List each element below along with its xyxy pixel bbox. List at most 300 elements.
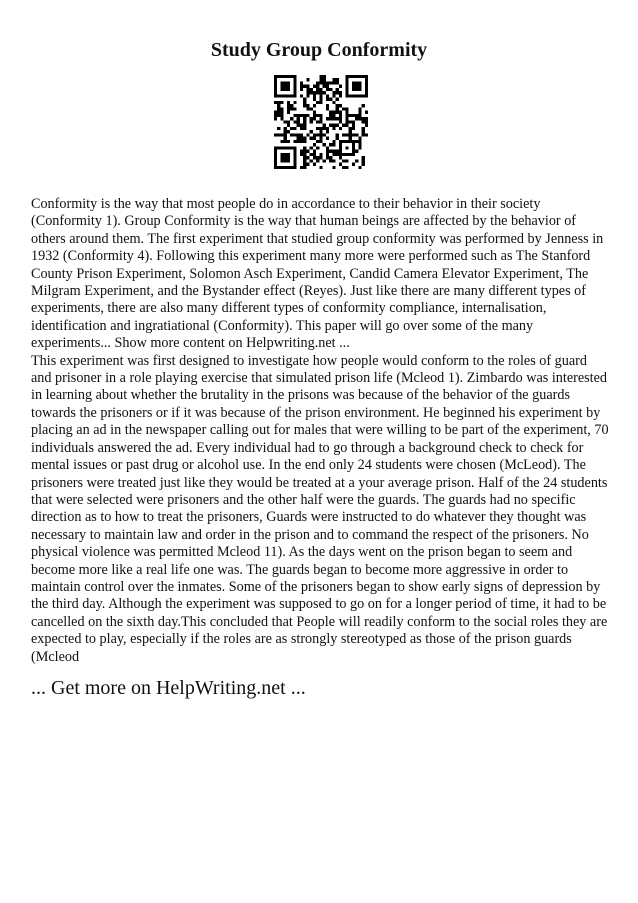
qr-module [332,117,335,120]
qr-module [316,85,319,88]
qr-module [290,104,293,107]
qr-module [319,153,322,156]
qr-module [365,117,368,120]
qr-module [274,88,277,91]
qr-module [345,114,348,117]
qr-module [355,85,358,88]
qr-module [355,88,358,91]
qr-module [303,163,306,166]
qr-module [358,111,361,114]
qr-module [316,120,319,123]
qr-module [274,153,277,156]
qr-module [339,163,342,166]
qr-module [323,124,326,127]
qr-module [362,130,365,133]
qr-module [339,150,342,153]
qr-module [293,81,296,84]
qr-module [293,114,296,117]
qr-module [303,159,306,162]
qr-module [293,78,296,81]
qr-module [303,114,306,117]
qr-module [345,159,348,162]
qr-module [287,156,290,159]
qr-module [284,130,287,133]
qr-module [303,98,306,101]
qr-module [345,81,348,84]
qr-module [313,98,316,101]
qr-module [319,130,322,133]
paragraph-1: Conformity is the way that most people do in accordance to their behavior in their society (Conformity 1). Group Conformity is the way that human beings are affected by the behavior of others around them. The first experiment that studied group conformity was performed by Jenness in 1932 (Conformity 4). Following this experiment many more were performed such as The Stanford County Prison Experiment, Solomon Asch Experiment, Candid Camera Elevator Experiment, The Milgram Experiment, and the Bystander effect (Reyes). Just like there are many different types of experiments, there are also many different types of conformity compliance, internalisation, identification and ingratiational (Conformity). This paper will go over some of the many experiments... Show more content on Helpwriting.net ... [31,196,604,352]
qr-module [287,88,290,91]
qr-module [365,91,368,94]
qr-module [345,91,348,94]
qr-module [293,107,296,110]
qr-module [293,127,296,130]
qr-module [365,78,368,81]
qr-module [319,127,322,130]
qr-module [326,117,329,120]
qr-module [319,94,322,97]
qr-module [287,107,290,110]
qr-module [287,130,290,133]
qr-module [342,153,345,156]
qr-module [316,101,319,104]
qr-module [358,137,361,140]
qr-module [326,107,329,110]
qr-module [332,140,335,143]
qr-module [332,111,335,114]
qr-module [280,81,283,84]
qr-module [323,85,326,88]
qr-module [274,91,277,94]
qr-module [293,159,296,162]
qr-module [316,127,319,130]
qr-module [313,163,316,166]
qr-module [274,101,277,104]
qr-module [358,94,361,97]
qr-module [323,159,326,162]
qr-module [277,111,280,114]
qr-module [362,94,365,97]
qr-module [352,120,355,123]
qr-module [319,137,322,140]
qr-module [342,124,345,127]
qr-module [362,75,365,78]
qr-module [345,153,348,156]
qr-module [284,133,287,136]
qr-module [316,133,319,136]
qr-module [365,111,368,114]
qr-module [332,153,335,156]
qr-module [332,101,335,104]
qr-module [355,150,358,153]
get-more-link[interactable]: ... Get more on HelpWriting.net ... [31,677,306,699]
qr-module [326,94,329,97]
qr-module [287,140,290,143]
qr-module [316,156,319,159]
qr-module [313,150,316,153]
qr-module [362,120,365,123]
qr-module [339,111,342,114]
qr-module [358,114,361,117]
qr-module [365,124,368,127]
qr-module [332,143,335,146]
qr-module [277,75,280,78]
qr-module [319,88,322,91]
qr-module [293,166,296,169]
qr-module [316,81,319,84]
qr-module [349,114,352,117]
qr-module [326,81,329,84]
qr-module [280,156,283,159]
qr-module [316,88,319,91]
qr-module [306,104,309,107]
qr-module [277,104,280,107]
qr-module [284,88,287,91]
qr-module [349,137,352,140]
qr-module [329,150,332,153]
qr-module [284,137,287,140]
qr-module [336,150,339,153]
qr-module [362,163,365,166]
qr-module [329,114,332,117]
qr-module [310,117,313,120]
qr-module [336,91,339,94]
qr-module [297,120,300,123]
qr-module [358,88,361,91]
qr-module [303,140,306,143]
qr-module [310,146,313,149]
qr-module [316,146,319,149]
qr-module [306,163,309,166]
qr-module [319,166,322,169]
qr-module [280,85,283,88]
qr-module [277,146,280,149]
qr-module [332,78,335,81]
qr-module [306,88,309,91]
qr-module [280,111,283,114]
qr-module [303,120,306,123]
qr-module [300,137,303,140]
qr-module [277,133,280,136]
qr-module [329,159,332,162]
qr-module [332,124,335,127]
qr-module [297,137,300,140]
qr-module [339,94,342,97]
qr-module [280,101,283,104]
qr-module [323,75,326,78]
qr-module [345,75,348,78]
qr-module [365,120,368,123]
qr-module [336,88,339,91]
qr-module [326,127,329,130]
qr-module [352,146,355,149]
qr-module [293,153,296,156]
qr-module [349,130,352,133]
qr-module [326,104,329,107]
qr-module [280,114,283,117]
qr-module [287,153,290,156]
qr-module [303,85,306,88]
qr-module [293,146,296,149]
qr-module [362,133,365,136]
qr-module [287,81,290,84]
qr-module [332,150,335,153]
qr-module [300,133,303,136]
qr-module [365,81,368,84]
qr-module [365,94,368,97]
qr-module [345,94,348,97]
qr-module [358,85,361,88]
qr-module [362,159,365,162]
qr-module [293,133,296,136]
qr-module [284,153,287,156]
qr-module [313,156,316,159]
qr-module [300,88,303,91]
qr-module [323,143,326,146]
qr-module [319,91,322,94]
qr-module [313,137,316,140]
qr-module [274,111,277,114]
qr-module [329,81,332,84]
qr-module [352,150,355,153]
qr-module [306,156,309,159]
qr-module [323,78,326,81]
qr-module [287,104,290,107]
qr-module [280,133,283,136]
qr-module [365,88,368,91]
qr-module [300,153,303,156]
qr-module [274,78,277,81]
qr-module [287,146,290,149]
qr-module [310,130,313,133]
qr-module [310,153,313,156]
qr-module [303,153,306,156]
qr-module [349,120,352,123]
qr-module [300,127,303,130]
qr-module [310,91,313,94]
qr-module [339,104,342,107]
qr-module [345,107,348,110]
qr-module [303,146,306,149]
qr-module [345,111,348,114]
qr-module [277,94,280,97]
qr-module [323,91,326,94]
qr-code-icon [274,75,368,169]
qr-module [349,127,352,130]
qr-module [284,140,287,143]
qr-module [319,156,322,159]
qr-module [355,117,358,120]
page-title: Study Group Conformity [210,39,428,61]
qr-module [332,166,335,169]
qr-module [352,124,355,127]
qr-module [358,166,361,169]
qr-module [326,85,329,88]
qr-module [293,156,296,159]
qr-module [319,81,322,84]
qr-module [303,150,306,153]
qr-module [345,140,348,143]
qr-module [293,85,296,88]
qr-module [313,133,316,136]
qr-module [284,127,287,130]
qr-module [300,85,303,88]
qr-module [349,133,352,136]
qr-module [355,140,358,143]
body-text [31,196,609,666]
qr-module [284,94,287,97]
qr-module [303,156,306,159]
qr-module [280,94,283,97]
qr-module [352,163,355,166]
qr-module [284,120,287,123]
qr-module [293,120,296,123]
qr-module [339,85,342,88]
qr-module [310,120,313,123]
qr-module [352,127,355,130]
qr-module [352,81,355,84]
qr-module [290,166,293,169]
qr-module [306,78,309,81]
qr-module [345,85,348,88]
qr-module [336,153,339,156]
qr-module [326,150,329,153]
qr-module [293,88,296,91]
qr-module [300,140,303,143]
qr-module [319,75,322,78]
qr-module [339,91,342,94]
qr-module [300,81,303,84]
qr-module [355,159,358,162]
qr-module [336,117,339,120]
qr-module [336,124,339,127]
qr-module [300,94,303,97]
qr-module [345,117,348,120]
qr-module [306,85,309,88]
qr-module [287,120,290,123]
qr-module [287,124,290,127]
qr-module [306,150,309,153]
qr-module [306,114,309,117]
qr-module [326,153,329,156]
qr-module [336,111,339,114]
qr-module [293,163,296,166]
qr-module [277,107,280,110]
qr-module [316,91,319,94]
qr-module [303,104,306,107]
qr-module [316,159,319,162]
qr-module [352,75,355,78]
qr-module [358,146,361,149]
qr-module [342,159,345,162]
qr-module [332,114,335,117]
qr-module [310,107,313,110]
qr-module [316,140,319,143]
qr-module [336,133,339,136]
qr-module [313,85,316,88]
qr-module [280,107,283,110]
qr-module [293,150,296,153]
qr-module [345,166,348,169]
qr-module [293,140,296,143]
qr-module [300,114,303,117]
qr-module [339,146,342,149]
qr-module [336,104,339,107]
qr-module [349,153,352,156]
qr-module [277,166,280,169]
qr-module [326,88,329,91]
qr-module [313,117,316,120]
qr-module [277,127,280,130]
qr-module [280,88,283,91]
qr-module [339,143,342,146]
qr-module [293,101,296,104]
qr-module [280,75,283,78]
qr-module [277,114,280,117]
qr-module [332,127,335,130]
qr-module [362,127,365,130]
qr-module [326,98,329,101]
qr-module [339,140,342,143]
qr-module [319,120,322,123]
qr-module [329,124,332,127]
qr-module [332,81,335,84]
qr-module [336,78,339,81]
qr-module [342,166,345,169]
qr-module [274,117,277,120]
qr-module [342,133,345,136]
qr-module [284,166,287,169]
qr-module [336,137,339,140]
qr-module [303,137,306,140]
qr-module [349,94,352,97]
qr-module [329,98,332,101]
qr-module [274,150,277,153]
qr-module [287,85,290,88]
qr-module [313,153,316,156]
qr-module [358,140,361,143]
qr-module [349,140,352,143]
qr-module [362,104,365,107]
qr-module [352,140,355,143]
qr-module [352,153,355,156]
qr-module [303,101,306,104]
qr-module [326,156,329,159]
qr-module [323,81,326,84]
qr-module [352,143,355,146]
qr-module [290,107,293,110]
qr-module [352,94,355,97]
qr-module [319,101,322,104]
qr-module [313,91,316,94]
qr-module [326,137,329,140]
qr-module [287,75,290,78]
qr-module [277,101,280,104]
qr-module [329,111,332,114]
qr-module [339,127,342,130]
qr-module [313,111,316,114]
qr-module [352,88,355,91]
qr-module [303,117,306,120]
qr-module [336,81,339,84]
qr-module [290,146,293,149]
qr-module [319,140,322,143]
qr-module [355,114,358,117]
qr-module [355,81,358,84]
qr-module [287,111,290,114]
qr-module [345,133,348,136]
